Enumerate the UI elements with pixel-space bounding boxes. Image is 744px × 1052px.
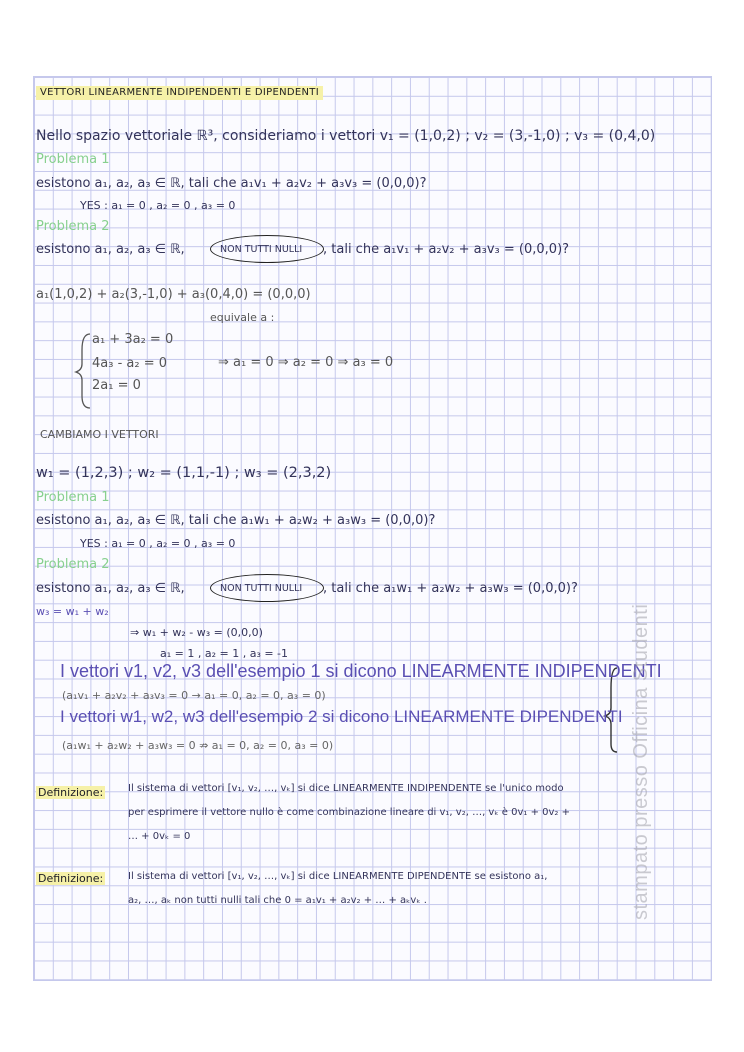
conclusion-independent: I vettori v1, v2, v3 dell'esempio 1 si dicono LINEARMENTE INDIPENDENTI <box>60 661 662 681</box>
non-tutti-nulli-w: NON TUTTI NULLI <box>220 583 303 594</box>
problema2-label-w: Problema 2 <box>36 557 110 572</box>
problema1-text-w: esistono a₁, a₂, a₃ ∈ ℝ, tali che a₁w₁ + a₂w₂ + a₃w₃ = (0,0,0)? <box>36 513 436 528</box>
problema2-post-v: , tali che a₁v₁ + a₂v₂ + a₃v₃ = (0,0,0)? <box>323 242 570 257</box>
conclusion-dependent-sub: (a₁w₁ + a₂w₂ + a₃w₃ = 0 ⇏ a₁ = 0, a₂ = 0, a₃ = 0) <box>62 739 334 752</box>
cambiamo-heading: CAMBIAMO I VETTORI <box>40 428 159 441</box>
problema2-label-v: Problema 2 <box>36 219 110 234</box>
problema1-label-w: Problema 1 <box>36 490 110 505</box>
system-eq-2: 4a₃ - a₂ = 0 <box>92 356 168 371</box>
definition-1-line-2: per esprimere il vettore nullo è come combinazione lineare di v₁, v₂, …, vₖ è 0v₁ + 0v₂ + <box>128 807 570 818</box>
non-tutti-nulli-v: NON TUTTI NULLI <box>220 244 303 255</box>
equation-v: a₁(1,0,2) + a₂(3,-1,0) + a₃(0,4,0) = (0,0,0) <box>36 287 311 302</box>
problema2-post-w: , tali che a₁w₁ + a₂w₂ + a₃w₃ = (0,0,0)? <box>323 581 578 596</box>
conclusion-independent-sub: (a₁v₁ + a₂v₂ + a₃v₃ = 0 → a₁ = 0, a₂ = 0, a₃ = 0) <box>62 689 326 702</box>
problema1-text-v: esistono a₁, a₂, a₃ ∈ ℝ, tali che a₁v₁ + a₂v₂ + a₃v₃ = (0,0,0)? <box>36 176 427 191</box>
w-coeffs: a₁ = 1 , a₂ = 1 , a₃ = -1 <box>160 647 289 660</box>
system-solution: ⇒ a₁ = 0 ⇒ a₂ = 0 ⇒ a₃ = 0 <box>218 355 394 370</box>
w-implication: ⇒ w₁ + w₂ - w₃ = (0,0,0) <box>130 626 263 639</box>
conclusion-dependent: I vettori w1, w2, w3 dell'esempio 2 si dicono LINEARMENTE DIPENDENTI <box>60 707 623 726</box>
problema2-pre-v: esistono a₁, a₂, a₃ ∈ ℝ, <box>36 242 185 257</box>
intro-text: Nello spazio vettoriale ℝ³, consideriamo i vettori v₁ = (1,0,2) ; v₂ = (3,-1,0) ; v₃ = (0,4,0) <box>36 128 656 144</box>
system-eq-1: a₁ + 3a₂ = 0 <box>92 332 174 347</box>
definition-1-label: Definizione: <box>38 786 104 799</box>
watermark: stampato presso Officina Studenti <box>630 603 652 920</box>
definition-2-line-2: a₂, …, aₖ non tutti nulli tali che 0 = a₁v₁ + a₂v₂ + … + aₖvₖ . <box>128 895 427 906</box>
definition-1-line-1: Il sistema di vettori [v₁, v₂, …, vₖ] si dice LINEARMENTE INDIPENDENTE se l'unico modo <box>128 783 564 794</box>
page-title: VETTORI LINEARMENTE INDIPENDENTI E DIPENDENTI <box>36 86 323 100</box>
definition-2-line-1: Il sistema di vettori [v₁, v₂, …, vₖ] si dice LINEARMENTE DIPENDENTE se esistono a₁, <box>128 871 548 882</box>
vectors-w: w₁ = (1,2,3) ; w₂ = (1,1,-1) ; w₃ = (2,3,2) <box>36 465 332 481</box>
w3-relation: w₃ = w₁ + w₂ <box>36 605 109 618</box>
problema1-answer-w: YES : a₁ = 0 , a₂ = 0 , a₃ = 0 <box>80 537 236 550</box>
definition-1-line-3: … + 0vₖ = 0 <box>128 831 191 842</box>
system-eq-3: 2a₁ = 0 <box>92 378 141 393</box>
problema1-label-v: Problema 1 <box>36 152 110 167</box>
problema2-pre-w: esistono a₁, a₂, a₃ ∈ ℝ, <box>36 581 185 596</box>
equivale-text: equivale a : <box>210 311 275 324</box>
problema1-answer-v: YES : a₁ = 0 , a₂ = 0 , a₃ = 0 <box>80 199 236 212</box>
definition-2-label: Definizione: <box>38 872 104 885</box>
